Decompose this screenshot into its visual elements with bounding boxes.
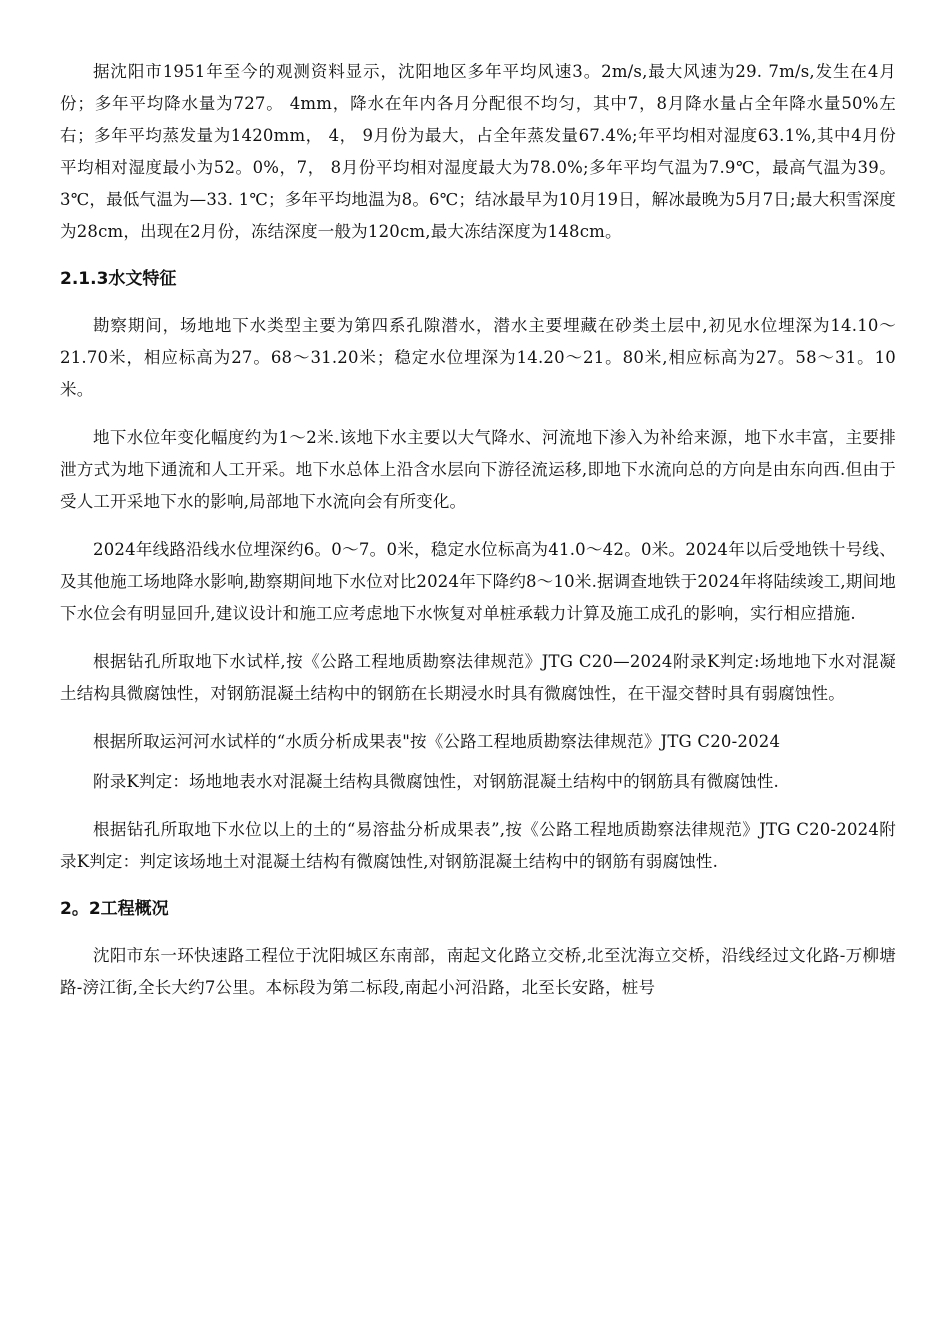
groundwater-type-paragraph: 勘察期间，场地地下水类型主要为第四系孔隙潜水，潜水主要埋藏在砂类土层中,初见水位埋深为14.10～21.70米，相应标高为27。68～31.20米；稳定水位埋深为14.20～21。80米,相应标高为27。58～31。10米。 (60, 316, 896, 399)
hydrology-heading: 2.1.3水文特征 (60, 269, 177, 289)
overview-paragraph: 沈阳市东一环快速路工程位于沈阳城区东南部，南起文化路立交桥,北至沈海立交桥，沿线经过文化路-万柳塘路-滂江街,全长大约7公里。本标段为第二标段,南起小河沿路，北至长安路，桩号 (60, 946, 896, 997)
document-page (60, 56, 896, 1020)
soil-corrosion-paragraph: 根据钻孔所取地下水位以上的土的“易溶盐分析成果表”,按《公路工程地质勘察法律规范》JTG C20-2024附录K判定：判定该场地土对混凝土结构有微腐蚀性,对钢筋混凝土结构中的钢筋有弱腐蚀性. (60, 820, 896, 871)
climate-paragraph: 据沈阳市1951年至今的观测资料显示，沈阳地区多年平均风速3。2m/s,最大风速为29. 7m/s,发生在4月份；多年平均降水量为727。 4mm，降水在年内各月分配很不均匀，其中7，8月降水量占全年降水量50%左右；多年平均蒸发量为1420mm， 4， 9月份为最大，占全年蒸发量67.4%;年平均相对湿度63.1%,其中4月份平均相对湿度最小为52。0%，7， 8月份平均相对湿度最大为78.0%;多年平均气温为7.9℃，最高气温为39。3℃，最低气温为—33. 1℃；多年平均地温为8。6℃；结冰最早为10月19日，解冰最晚为5月7日;最大积雪深度为28cm，出现在2月份，冻结深度一般为120cm,最大冻结深度为148cm。 (60, 62, 896, 241)
canal-result-paragraph: 附录K判定：场地地表水对混凝土结构具微腐蚀性，对钢筋混凝土结构中的钢筋具有微腐蚀性. (93, 772, 779, 791)
canal-sample-paragraph: 根据所取运河河水试样的“水质分析成果表"按《公路工程地质勘察法律规范》JTG C20-2024 (93, 732, 781, 751)
water-level-2024-paragraph: 2024年线路沿线水位埋深约6。0～7。0米，稳定水位标高为41.0～42。0米。2024年以后受地铁十号线、及其他施工场地降水影响,勘察期间地下水位对比2024年下降约8～10米.据调查地铁于2024年将陆续竣工,期间地下水位会有明显回升,建议设计和施工应考虑地下水恢复对单桩承载力计算及施工成孔的影响，实行相应措施. (60, 540, 896, 623)
overview-heading: 2。2工程概况 (60, 899, 169, 919)
groundwater-change-paragraph: 地下水位年变化幅度约为1～2米.该地下水主要以大气降水、河流地下渗入为补给来源，地下水丰富，主要排泄方式为地下通流和人工开采。地下水总体上沿含水层向下游径流运移,即地下水流向总的方向是由东向西.但由于受人工开采地下水的影响,局部地下水流向会有所变化。 (60, 428, 896, 511)
groundwater-corrosion-paragraph: 根据钻孔所取地下水试样,按《公路工程地质勘察法律规范》JTG C20—2024附录K判定:场地地下水对混凝土结构具微腐蚀性，对钢筋混凝土结构中的钢筋在长期浸水时具有微腐蚀性，在干湿交替时具有弱腐蚀性。 (60, 652, 896, 703)
